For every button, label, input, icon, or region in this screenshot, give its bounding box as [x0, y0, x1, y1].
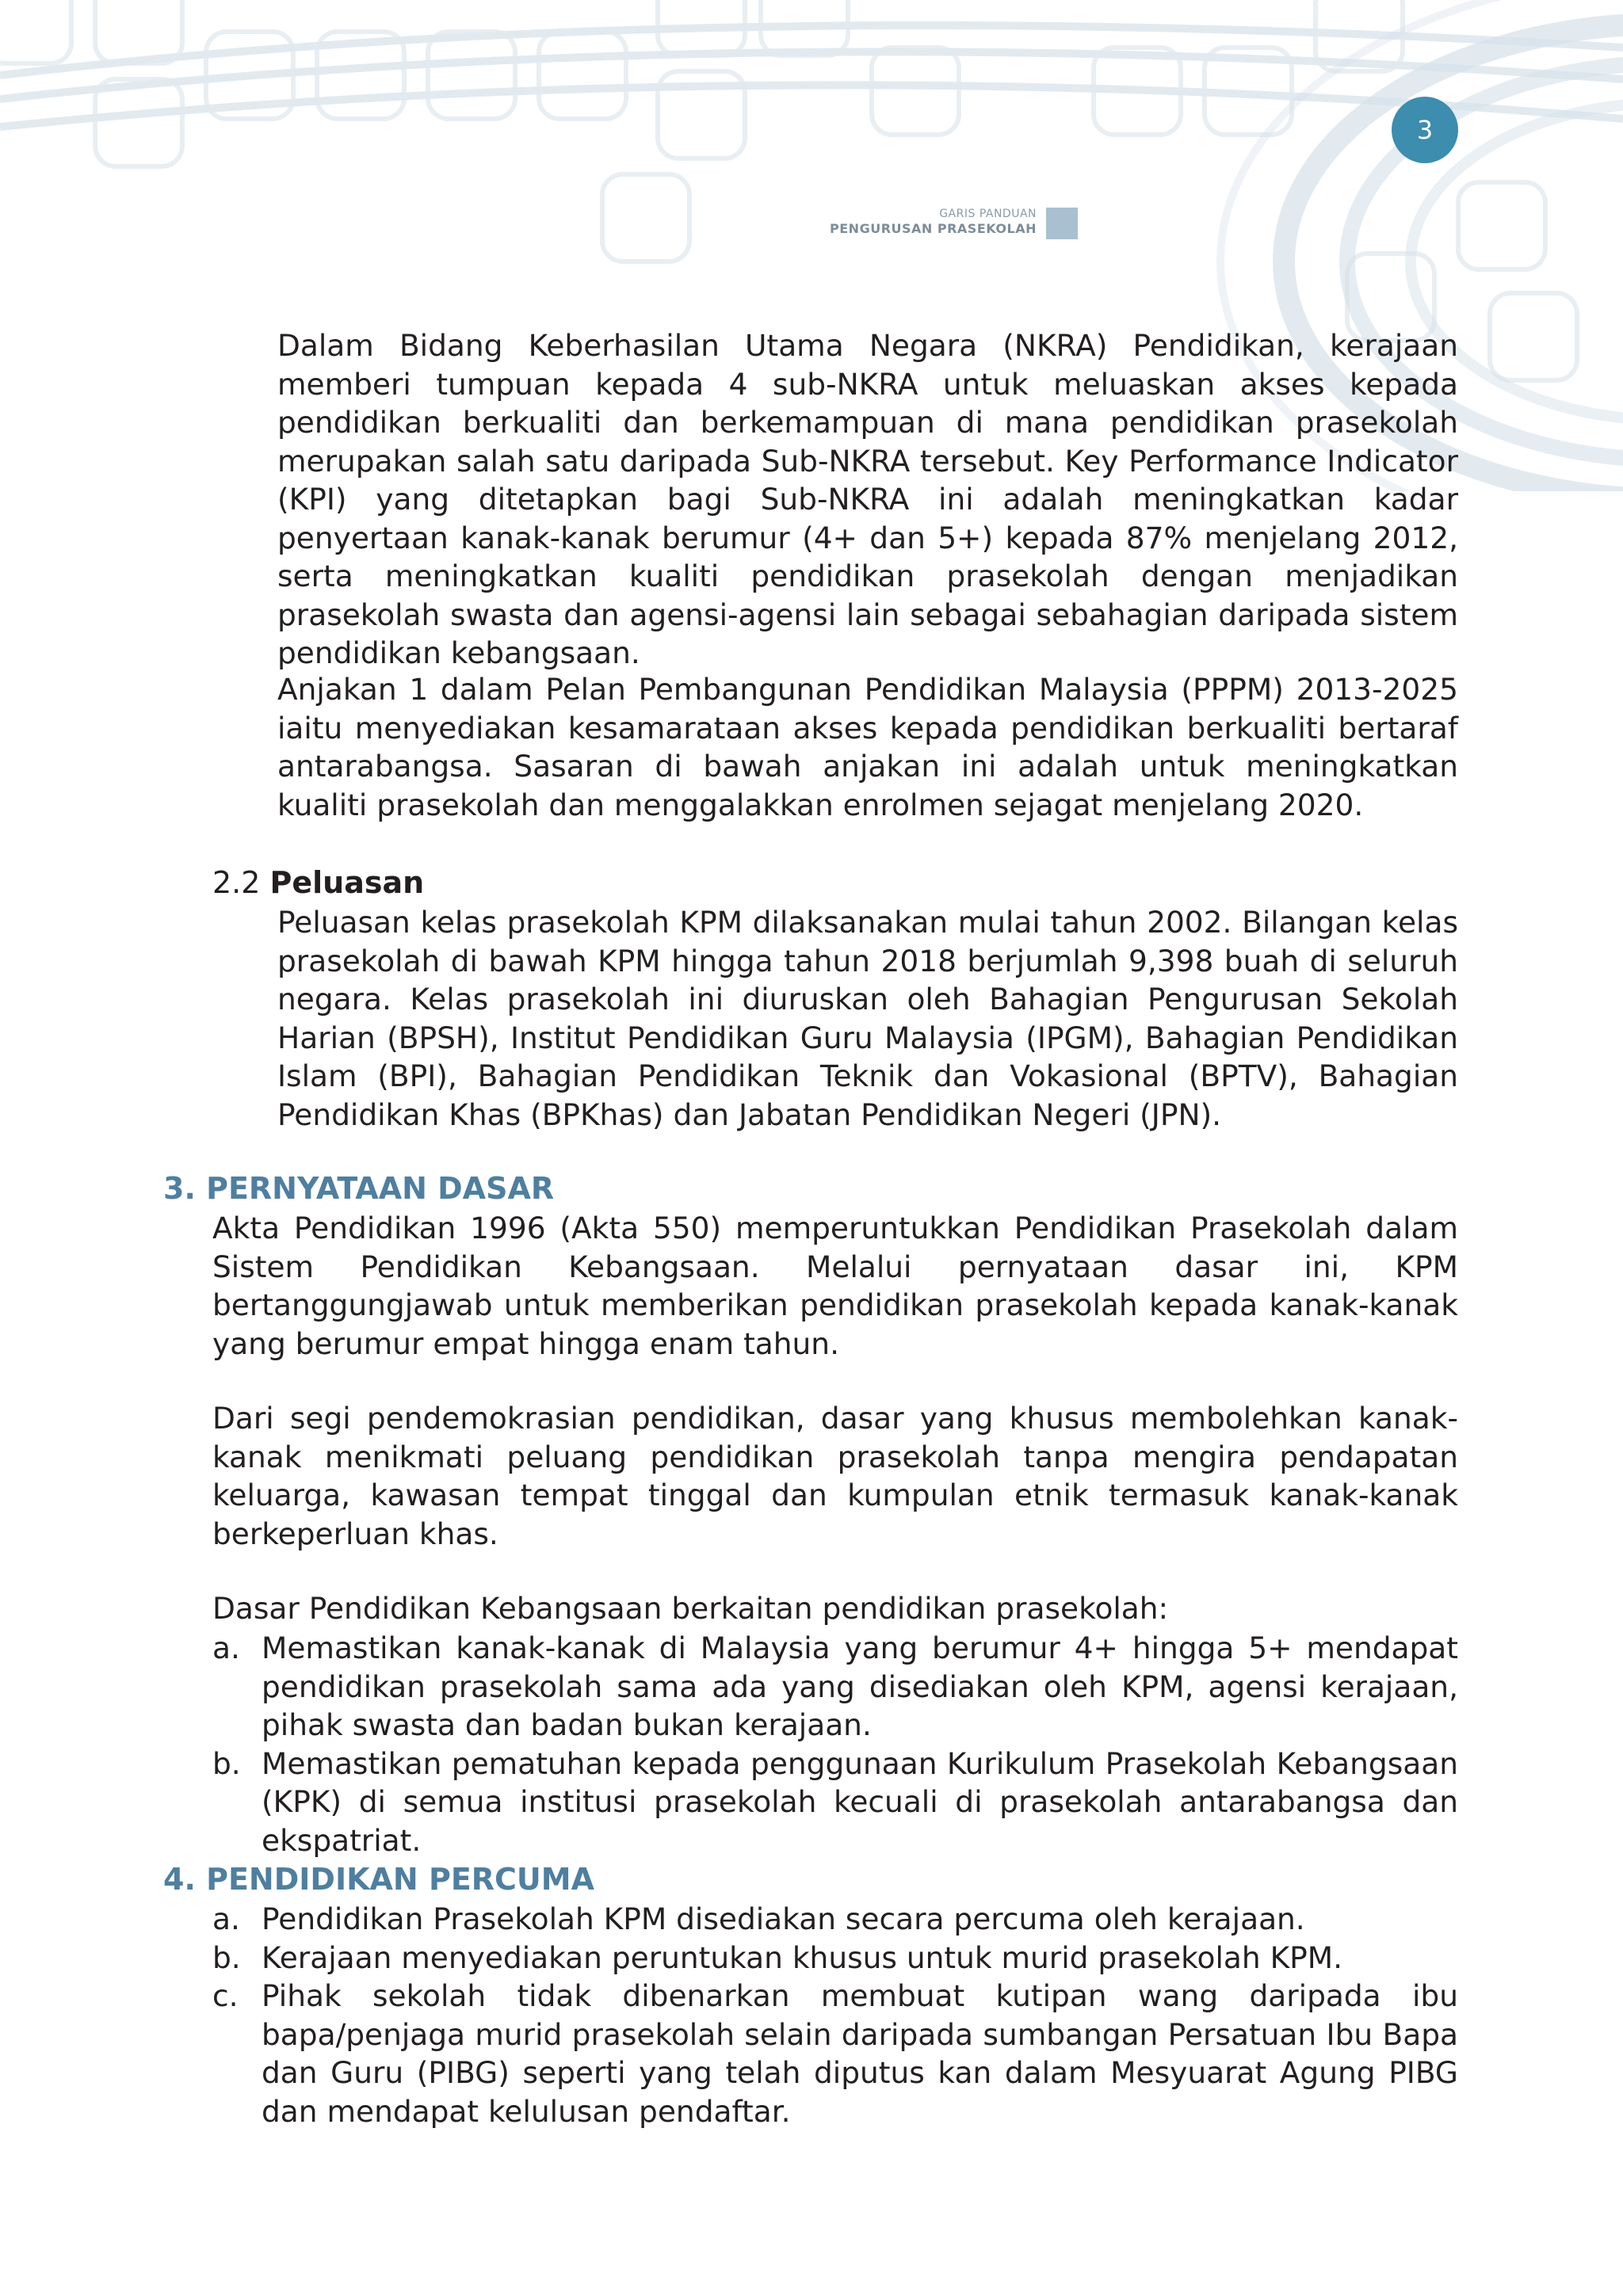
list-item-text: Kerajaan menyediakan peruntukan khusus untuk murid prasekolah KPM. [262, 1939, 1343, 1975]
page-number-badge: 3 [1392, 97, 1458, 163]
list-item-text: Memastikan pematuhan kepada penggunaan Kurikulum Prasekolah Kebangsaan (KPK) di semua institusi prasekolah kecuali di prasekolah antarabangsa dan ekspatriat. [262, 1745, 1458, 1858]
list-item-text: Memastikan kanak-kanak di Malaysia yang berumur 4+ hingga 5+ mendapat pendidikan prasekolah sama ada yang disediakan oleh KPM, agensi kerajaan, pihak swasta dan badan bukan kerajaan. [262, 1630, 1458, 1742]
list-item [212, 1977, 1458, 2130]
list-item [212, 1900, 1458, 1939]
section-3-paragraph-1: Akta Pendidikan 1996 (Akta 550) memperuntukkan Pendidikan Prasekolah dalam Sistem Pendidikan Kebangsaan. Melalui pernyataan dasar ini, KPM bertanggungjawab untuk memberikan pendidikan prasekolah kepada kanak-kanak yang berumur empat hingga enam tahun. [212, 1211, 1458, 1361]
list-item-text: Pihak sekolah tidak dibenarkan membuat kutipan wang daripada ibu bapa/penjaga murid prasekolah selain daripada sumbangan Persatuan Ibu Bapa dan Guru (PIBG) seperti yang telah diputus kan dalam Mesyuarat Agung PIBG dan mendapat kelulusan pendaftar. [262, 1978, 1458, 2129]
section-3-list [212, 1629, 1458, 1859]
brand-line-1: GARIS PANDUAN [939, 208, 1037, 220]
section-3-heading: 3. PERNYATAAN DASAR [163, 1171, 555, 1206]
section-3-list-intro: Dasar Pendidikan Kebangsaan berkaitan pendidikan prasekolah: [212, 1591, 1169, 1626]
list-marker: c. [212, 1978, 239, 2013]
section-title: Peluasan [269, 865, 425, 900]
list-marker: a. [212, 1901, 240, 1936]
section-2-2-heading [212, 864, 424, 902]
brand-line-2: PENGURUSAN PRASEKOLAH [830, 221, 1037, 236]
intro-paragraph-1: Dalam Bidang Keberhasilan Utama Negara (NKRA) Pendidikan, kerajaan memberi tumpuan kepada 4 sub-NKRA untuk meluaskan akses kepada pendidikan berkualiti dan berkemampuan di mana pendidikan prasekolah merupakan salah satu daripada Sub-NKRA tersebut. Key Performance Indicator (KPI) yang ditetapkan bagi Sub-NKRA ini adalah meningkatkan kadar penyertaan kanak-kanak berumur (4+ dan 5+) kepada 87% menjelang 2012, serta meningkatkan kualiti pendidikan prasekolah dengan menjadikan prasekolah swasta dan agensi-agensi lain sebagai sebahagian daripada sistem pendidikan kebangsaan. [277, 328, 1458, 670]
intro-paragraph-2: Anjakan 1 dalam Pelan Pembangunan Pendidikan Malaysia (PPPM) 2013-2025 iaitu menyediakan kesamarataan akses kepada pendidikan berkualiti bertaraf antarabangsa. Sasaran di bawah anjakan ini adalah untuk meningkatkan kualiti prasekolah dan menggalakkan enrolmen sejagat menjelang 2020. [277, 672, 1458, 822]
list-item [212, 1629, 1458, 1745]
list-item-text: Pendidikan Prasekolah KPM disediakan secara percuma oleh kerajaan. [262, 1901, 1305, 1936]
list-item [212, 1939, 1458, 1978]
list-marker: a. [212, 1630, 240, 1665]
section-3-paragraph-2: Dari segi pendemokrasian pendidikan, dasar yang khusus membolehkan kanak-kanak menikmati peluang pendidikan prasekolah tanpa mengira pendapatan keluarga, kawasan tempat tinggal dan kumpulan etnik termasuk kanak-kanak berkeperluan khas. [212, 1401, 1458, 1551]
section-2-2-body: Peluasan kelas prasekolah KPM dilaksanakan mulai tahun 2002. Bilangan kelas prasekolah di bawah KPM hingga tahun 2018 berjumlah 9,398 buah di seluruh negara. Kelas prasekolah ini diuruskan oleh Bahagian Pengurusan Sekolah Harian (BPSH), Institut Pendidikan Guru Malaysia (IPGM), Bahagian Pendidikan Islam (BPI), Bahagian Pendidikan Teknik dan Vokasional (BPTV), Bahagian Pendidikan Khas (BPKhas) dan Jabatan Pendidikan Negeri (JPN). [277, 905, 1458, 1132]
brand-square-icon [1046, 208, 1078, 239]
list-item [212, 1745, 1458, 1860]
section-4-list [212, 1900, 1458, 2130]
section-4-heading: 4. PENDIDIKAN PERCUMA [163, 1862, 595, 1897]
document-brand [808, 208, 1078, 239]
list-marker: b. [212, 1745, 241, 1781]
section-number: 2.2 [212, 865, 261, 900]
list-marker: b. [212, 1939, 241, 1975]
